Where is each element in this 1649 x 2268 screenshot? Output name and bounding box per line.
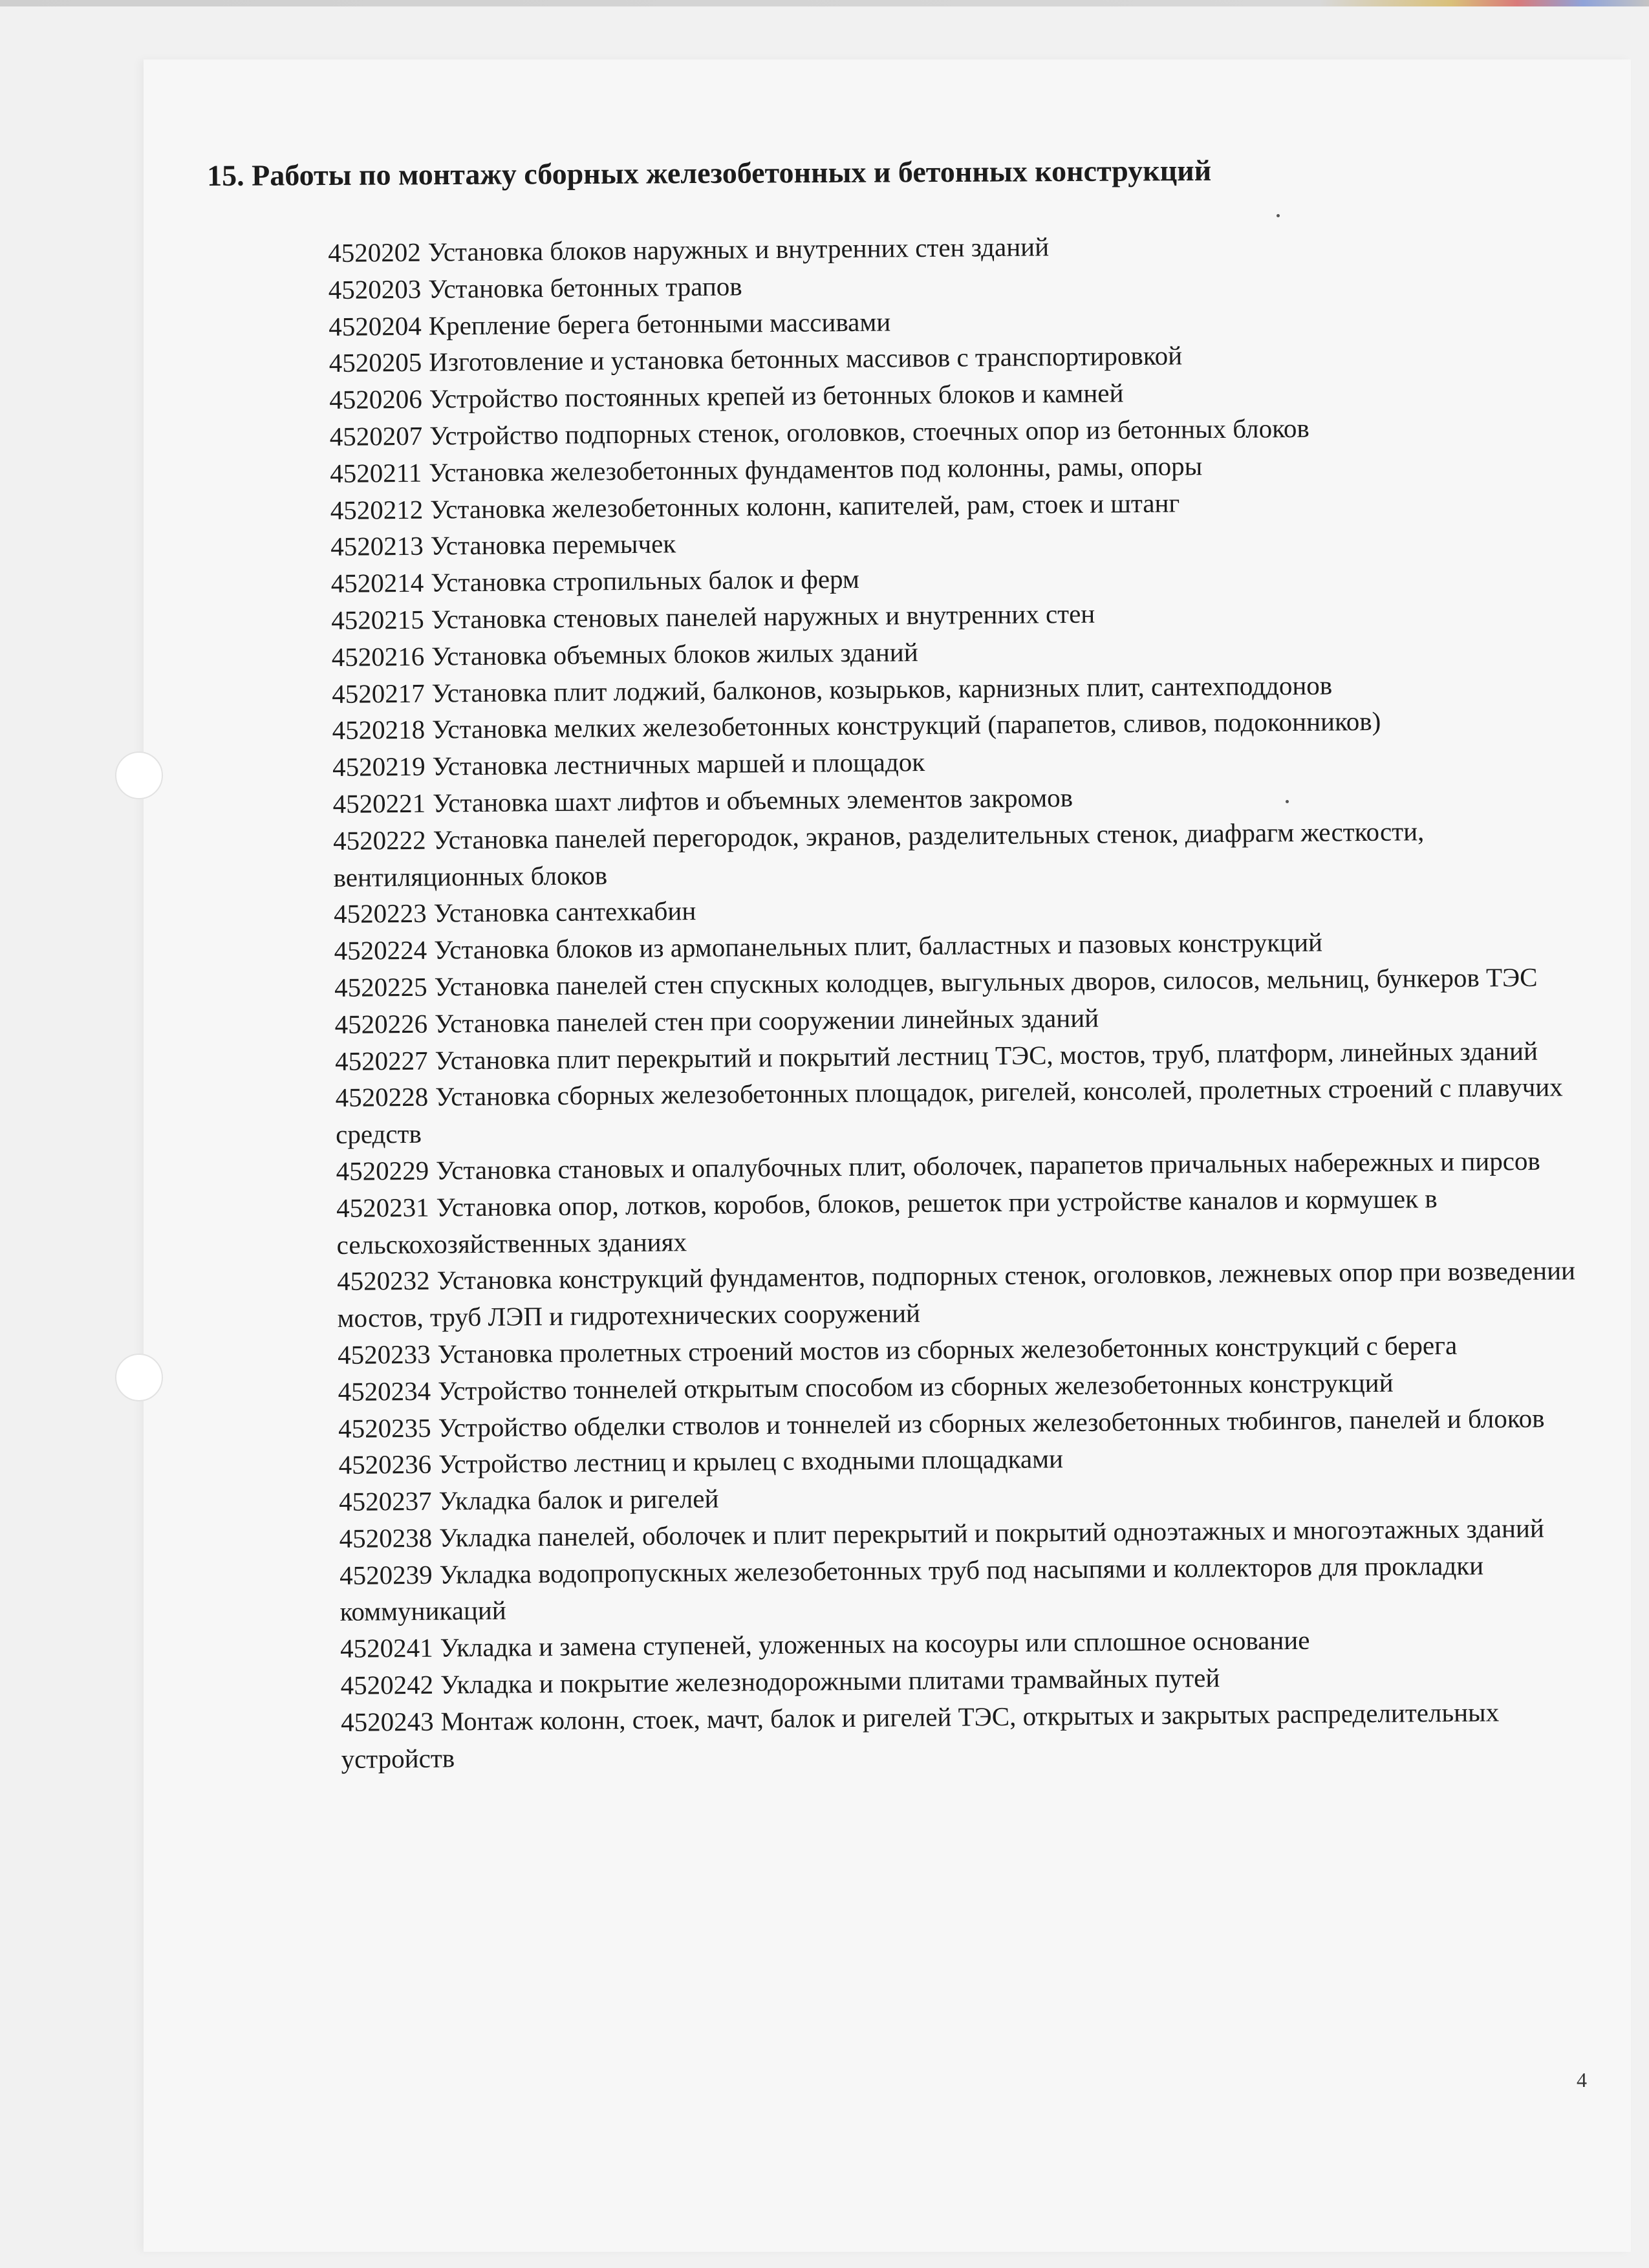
item-code: 4520205 bbox=[329, 347, 422, 378]
item-text: Укладка балок и ригелей bbox=[438, 1483, 719, 1516]
punch-hole bbox=[115, 1354, 163, 1401]
item-text: Установка панелей стен спускных колодцев, выгульных дворов, силосов, мельниц, бункеров ТЭС bbox=[434, 962, 1538, 1002]
item-text: Укладка и покрытие железнодорожными плитами трамвайных путей bbox=[440, 1663, 1220, 1700]
item-code: 4520212 bbox=[330, 494, 424, 525]
item-text: Устройство тоннелей открытым способом из сборных железобетонных конструкций bbox=[437, 1367, 1394, 1406]
item-text: Устройство подпорных стенок, оголовков, стоечных опор из бетонных блоков bbox=[429, 413, 1310, 451]
item-text: Укладка панелей, оболочек и плит перекрытий и покрытий одноэтажных и многоэтажных зданий bbox=[438, 1513, 1545, 1553]
item-code: 4520238 bbox=[339, 1522, 433, 1553]
item-code: 4520231 bbox=[336, 1192, 429, 1223]
section-heading: 15. Работы по монтажу сборных железобетонных и бетонных конструкций bbox=[207, 153, 1212, 192]
item-text: Установка блоков из армопанельных плит, балластных и пазовых конструкций bbox=[433, 927, 1323, 965]
item-text: Установка сборных железобетонных площадок, ригелей, консолей, пролетных строений с плавучих средств bbox=[335, 1072, 1563, 1150]
item-code: 4520222 bbox=[332, 825, 426, 856]
item-text: Укладка и замена ступеней, уложенных на косоуры или сплошное основание bbox=[440, 1625, 1310, 1663]
item-code: 4520235 bbox=[338, 1412, 431, 1443]
item-text: Установка панелей стен при сооружении линейных зданий bbox=[434, 1002, 1099, 1039]
item-code: 4520232 bbox=[336, 1265, 430, 1297]
item-text: Установка перемычек bbox=[430, 528, 676, 561]
list-item bbox=[333, 812, 1601, 896]
item-text: Установка лестничных маршей и площадок bbox=[432, 747, 925, 781]
item-text: Установка бетонных трапов bbox=[428, 271, 742, 304]
item-code: 4520206 bbox=[329, 383, 422, 415]
item-text: Установка блоков наружных и внутренних стен зданий bbox=[427, 232, 1050, 267]
item-text: Крепление берега бетонными массивами bbox=[428, 307, 891, 341]
item-code: 4520221 bbox=[332, 788, 426, 819]
item-text: Установка конструкций фундаментов, подпорных стенок, оголовков, лежневых опор при возведении мостов, труб ЛЭП и гидротехнических сооружений bbox=[337, 1255, 1576, 1334]
punch-hole bbox=[115, 751, 163, 799]
item-text: Установка сантехкабин bbox=[433, 896, 696, 928]
item-text: Установка становых и опалубочных плит, оболочек, парапетов причальных набережных и пирсов bbox=[435, 1145, 1540, 1185]
item-code: 4520225 bbox=[334, 971, 427, 1002]
item-text: Устройство постоянных крепей из бетонных блоков и камней bbox=[429, 378, 1124, 414]
item-code: 4520223 bbox=[333, 898, 427, 929]
item-text: Установка шахт лифтов и объемных элементов закромов bbox=[432, 782, 1073, 818]
item-code: 4520224 bbox=[334, 934, 427, 966]
item-text: Устройство лестниц и крылец с входными площадками bbox=[438, 1443, 1064, 1479]
page-number: 4 bbox=[1577, 2068, 1587, 2091]
item-code: 4520234 bbox=[338, 1376, 431, 1407]
item-code: 4520216 bbox=[331, 641, 425, 672]
item-code: 4520211 bbox=[330, 457, 422, 488]
item-text: Установка плит лоджий, балконов, козырьков, карнизных плит, сантехподдонов bbox=[431, 670, 1333, 708]
item-text: Устройство обделки стволов и тоннелей из сборных железобетонных тюбингов, панелей и блоков bbox=[438, 1403, 1545, 1443]
item-text: Установка пролетных строений мостов из сборных железобетонных конструкций с берега bbox=[437, 1330, 1458, 1369]
list-item bbox=[336, 1179, 1604, 1264]
item-code: 4520214 bbox=[330, 567, 424, 599]
item-code: 4520237 bbox=[338, 1485, 432, 1517]
item-text: Установка железобетонных колонн, капителей, рам, стоек и штанг bbox=[430, 488, 1180, 524]
item-code: 4520227 bbox=[334, 1045, 428, 1076]
item-code: 4520219 bbox=[332, 751, 426, 783]
item-text: Установка стеновых панелей наружных и внутренних стен bbox=[431, 598, 1095, 634]
item-code: 4520243 bbox=[340, 1706, 434, 1737]
list-item bbox=[335, 1068, 1603, 1153]
list-item bbox=[341, 1693, 1609, 1778]
item-code: 4520203 bbox=[328, 274, 422, 305]
list-item bbox=[337, 1252, 1605, 1337]
item-text: Установка железобетонных фундаментов под колонны, рамы, опоры bbox=[428, 450, 1203, 488]
item-code: 4520217 bbox=[331, 678, 425, 709]
item-code: 4520241 bbox=[339, 1632, 433, 1664]
item-code: 4520204 bbox=[329, 310, 422, 341]
item-text: Установка мелких железобетонных конструкций (парапетов, сливов, подоконников) bbox=[431, 706, 1381, 744]
item-text: Изготовление и установка бетонных массивов с транспортировкой bbox=[429, 340, 1183, 378]
item-text: Укладка водопропускных железобетонных труб под насыпями и коллекторов для прокладки коммуникаций bbox=[339, 1550, 1484, 1627]
item-text: Установка стропильных балок и ферм bbox=[430, 564, 860, 598]
item-code: 4520233 bbox=[337, 1339, 431, 1370]
scan-edge-band bbox=[0, 0, 1649, 6]
item-code: 4520207 bbox=[329, 420, 423, 451]
item-code: 4520215 bbox=[331, 604, 424, 635]
item-code: 4520229 bbox=[336, 1155, 429, 1186]
item-text: Установка объемных блоков жилых зданий bbox=[431, 636, 918, 671]
item-code: 4520213 bbox=[330, 531, 424, 562]
item-code: 4520239 bbox=[339, 1559, 433, 1590]
code-list bbox=[328, 224, 1609, 1777]
scan-speck bbox=[1277, 214, 1280, 217]
item-code: 4520202 bbox=[328, 237, 421, 268]
item-code: 4520236 bbox=[338, 1449, 432, 1480]
item-text: Установка плит перекрытий и покрытий лестниц ТЭС, мостов, труб, платформ, линейных зданий bbox=[435, 1035, 1538, 1075]
item-text: Монтаж колонн, стоек, мачт, балок и ригелей ТЭС, открытых и закрытых распределительных устройств bbox=[341, 1697, 1500, 1774]
list-item bbox=[339, 1546, 1608, 1631]
item-text: Установка панелей перегородок, экранов, разделительных стенок, диафрагм жесткости, вентиляционных блоков bbox=[333, 815, 1425, 892]
item-code: 4520218 bbox=[332, 715, 426, 746]
item-code: 4520226 bbox=[334, 1008, 428, 1039]
item-code: 4520242 bbox=[340, 1669, 434, 1700]
item-text: Установка опор, лотков, коробов, блоков, решеток при устройстве каналов и кормушек в сельскохозяйственных зданиях bbox=[336, 1183, 1438, 1260]
item-code: 4520228 bbox=[335, 1082, 429, 1113]
